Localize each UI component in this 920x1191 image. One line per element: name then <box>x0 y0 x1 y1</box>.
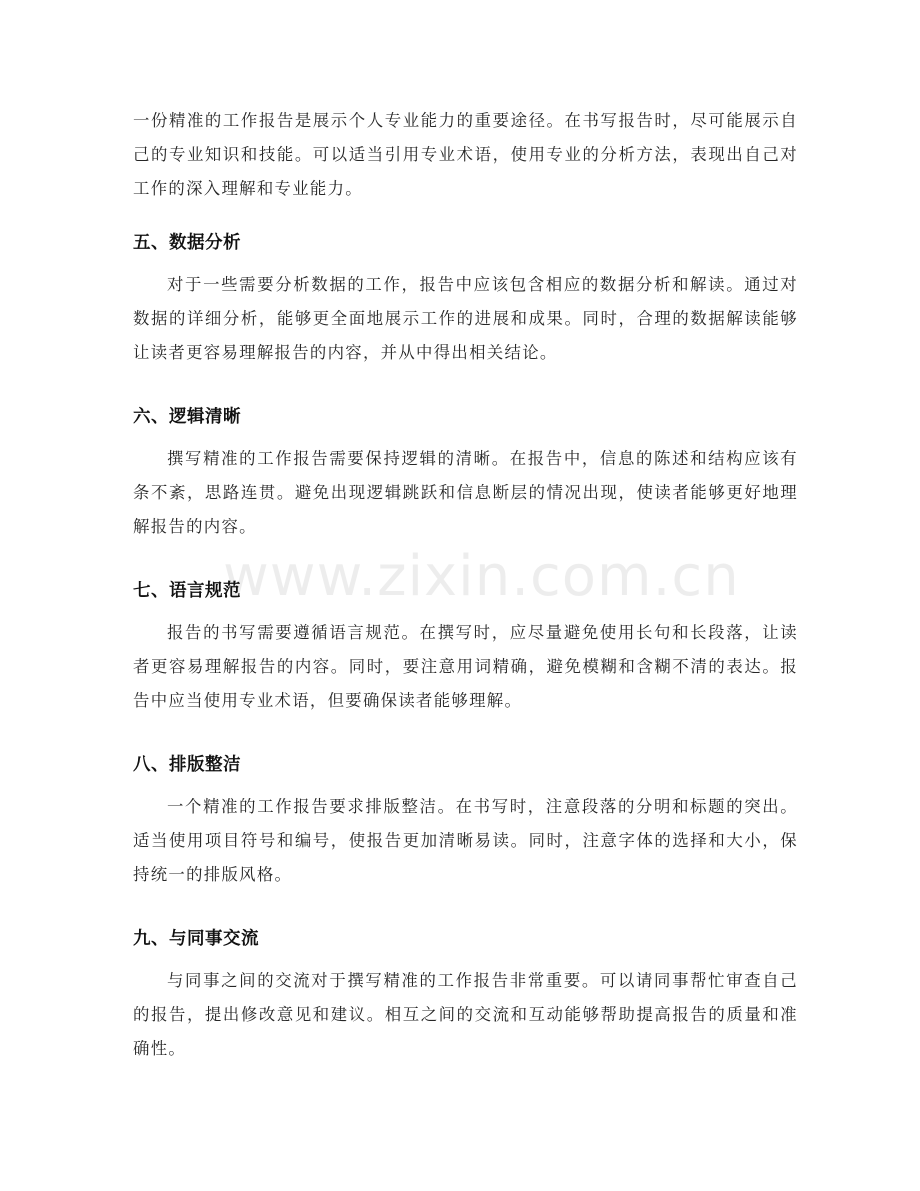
section-body-logic: 撰写精准的工作报告需要保持逻辑的清晰。在报告中，信息的陈述和结构应该有条不紊，思路连贯。避免出现逻辑跳跃和信息断层的情况出现，使读者能够更好地理解报告的内容。 <box>133 449 798 536</box>
section-heading-language: 七、语言规范 <box>133 581 241 601</box>
section-heading-colleagues: 九、与同事交流 <box>133 929 259 949</box>
section-heading-layout: 八、排版整洁 <box>133 755 241 775</box>
intro-paragraph: 一份精准的工作报告是展示个人专业能力的重要途径。在书写报告时，尽可能展示自己的专业知识和技能。可以适当引用专业术语，使用专业的分析方法，表现出自己对工作的深入理解和专业能力。 <box>133 111 798 198</box>
section-body-language: 报告的书写需要遵循语言规范。在撰写时，应尽量避免使用长句和长段落，让读者更容易理解报告的内容。同时，要注意用词精确，避免模糊和含糊不清的表达。报告中应当使用专业术语，但要确保读者能够理解。 <box>133 623 798 710</box>
section-heading-data-analysis: 五、数据分析 <box>133 233 241 253</box>
section-body-colleagues: 与同事之间的交流对于撰写精准的工作报告非常重要。可以请同事帮忙审查自己的报告，提出修改意见和建议。相互之间的交流和互动能够帮助提高报告的质量和准确性。 <box>133 971 798 1058</box>
section-heading-logic: 六、逻辑清晰 <box>133 407 241 427</box>
section-body-data-analysis: 对于一些需要分析数据的工作，报告中应该包含相应的数据分析和解读。通过对数据的详细分析，能够更全面地展示工作的进展和成果。同时，合理的数据解读能够让读者更容易理解报告的内容，并从中得出相关结论。 <box>133 275 798 362</box>
section-body-layout: 一个精准的工作报告要求排版整洁。在书写时，注意段落的分明和标题的突出。适当使用项目符号和编号，使报告更加清晰易读。同时，注意字体的选择和大小，保持统一的排版风格。 <box>133 797 798 884</box>
watermark: www.zixin.com.cn <box>223 544 740 609</box>
